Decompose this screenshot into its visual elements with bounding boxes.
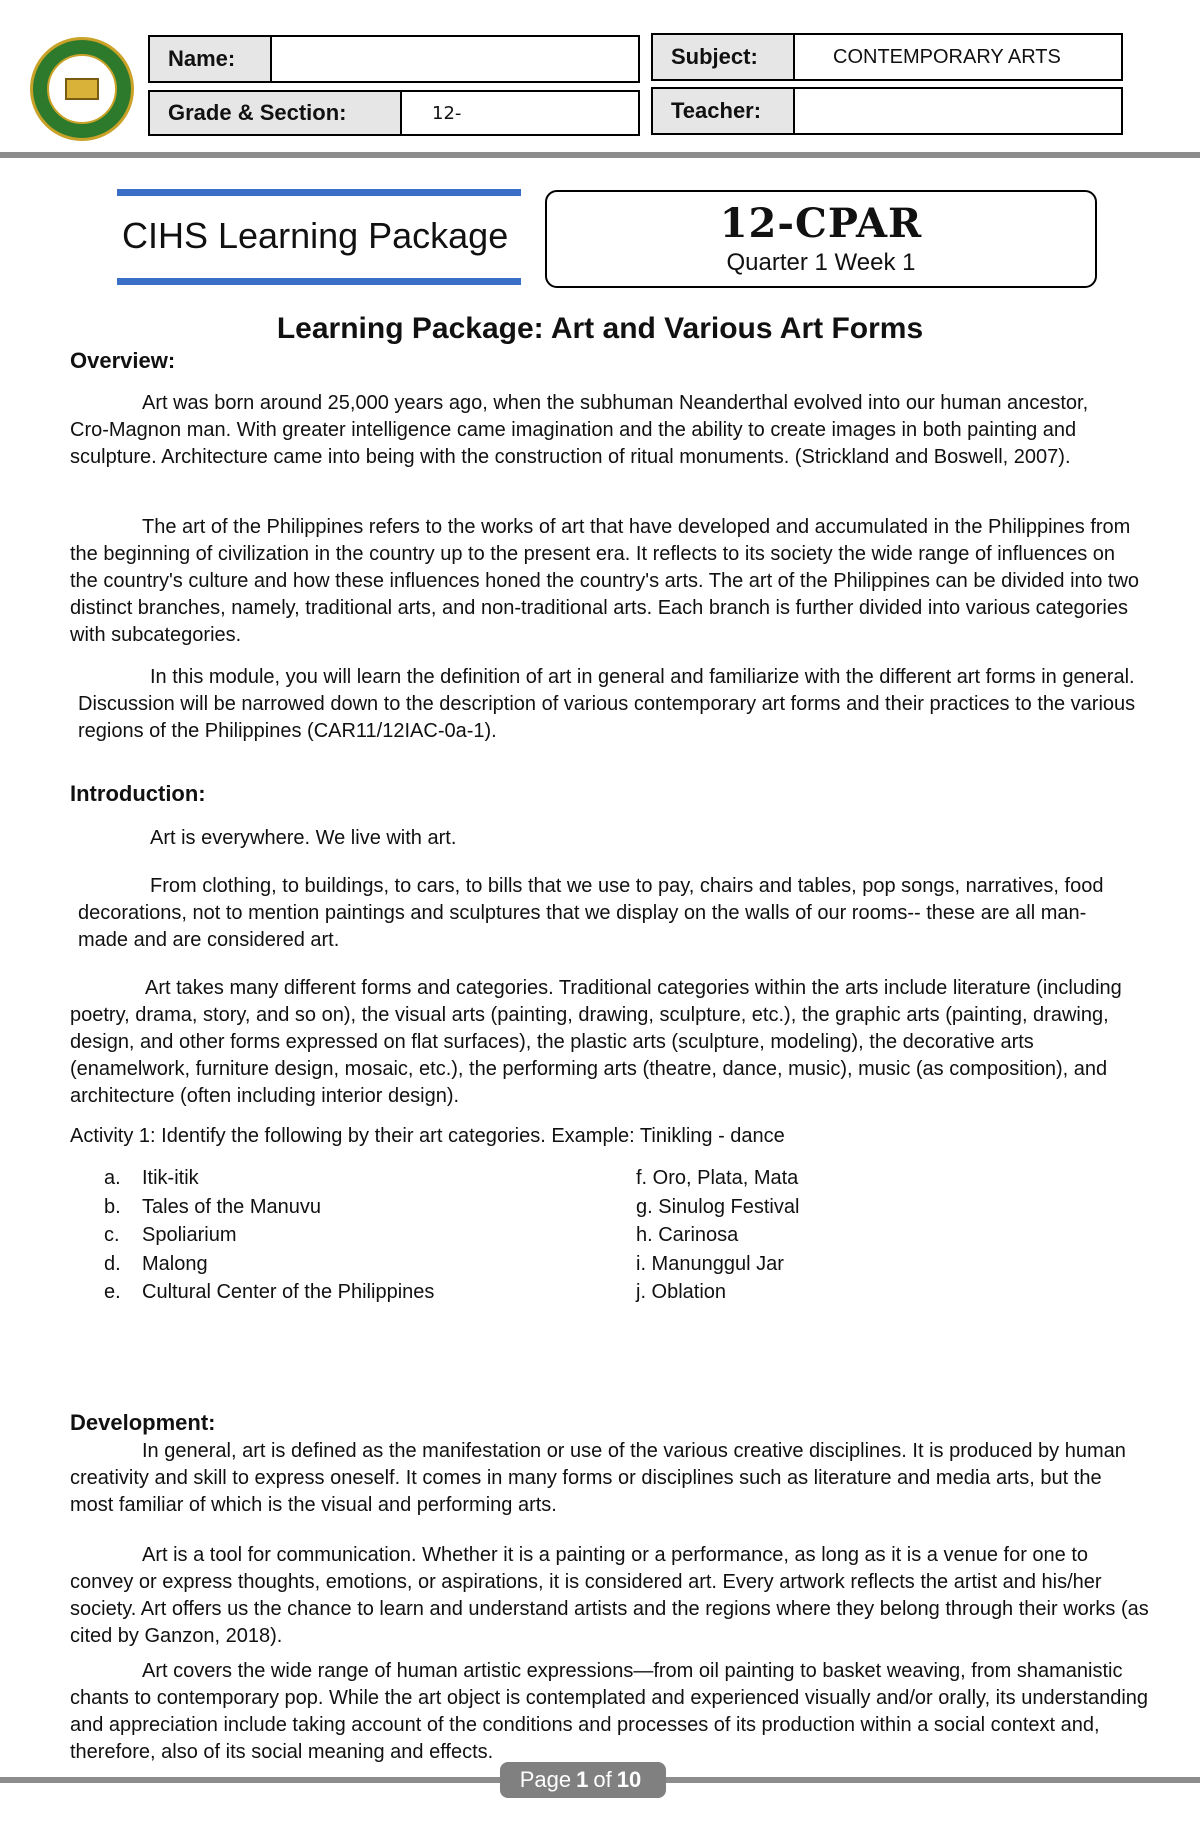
- subject-value[interactable]: CONTEMPORARY ARTS: [833, 45, 1061, 68]
- overview-paragraph-3: [78, 664, 1140, 745]
- list-marker: e.: [104, 1281, 121, 1303]
- list-marker: c.: [104, 1224, 120, 1246]
- list-item-text: Spoliarium: [142, 1224, 237, 1246]
- list-item: f. Oro, Plata, Mata: [636, 1167, 799, 1189]
- subject-label: Subject:: [653, 35, 795, 79]
- page-indicator: [500, 1762, 666, 1798]
- list-item: [104, 1193, 604, 1222]
- overview-heading: Overview:: [70, 348, 176, 373]
- page-current: 1: [576, 1767, 589, 1792]
- course-code: 12-CPAR: [719, 200, 923, 247]
- overview-paragraph-2: [70, 514, 1140, 649]
- course-code-box: [545, 190, 1097, 288]
- development-paragraph-1: [70, 1438, 1150, 1519]
- list-item: [104, 1250, 604, 1279]
- list-marker: a.: [104, 1167, 121, 1189]
- development-p1: In general, art is defined as the manifestation or use of the various creative disciplines. It is produced by human creativity and skill to express oneself. It comes in many forms or disciplines such as literature and media arts, but the most familiar of which is the visual and performing arts.: [70, 1440, 1126, 1516]
- banner-top-line: [117, 189, 521, 196]
- overview-paragraph-1: [70, 390, 1132, 471]
- introduction-heading: Introduction:: [70, 781, 206, 806]
- of-word: of: [593, 1767, 612, 1792]
- grade-section-value[interactable]: 12-: [432, 102, 462, 124]
- development-p3: Art covers the wide range of human artistic expressions—from oil painting to basket weaving, from shamanistic chants to contemporary pop. While the art object is contemplated and experienced visually and/or orally, its understanding and appreciation include taking account of the conditions and processes of its production within a social context and, therefore, also of its social meaning and effects.: [70, 1660, 1149, 1763]
- grade-section-label: Grade & Section:: [150, 92, 402, 134]
- grade-section-field: [148, 90, 640, 136]
- teacher-value[interactable]: [795, 89, 1121, 133]
- school-logo: [30, 37, 134, 141]
- list-item: i. Manunggul Jar: [636, 1252, 784, 1275]
- overview-p3: In this module, you will learn the definition of art in general and familiarize with the different art forms in general. Discussion will be narrowed down to the description of various contemporary art forms and their practices to the various regions of the Philippines (CAR11/12IAC-0a-1).: [78, 666, 1136, 742]
- activity-list-left: [104, 1164, 604, 1307]
- list-item: h. Carinosa: [636, 1224, 739, 1246]
- book-icon: [65, 78, 99, 100]
- intro-p1: Art is everywhere. We live with art.: [150, 827, 457, 849]
- development-paragraph-3: [70, 1658, 1150, 1766]
- activity-title: Activity 1: Identify the following by their art categories. Example: Tinikling - dance: [70, 1125, 785, 1147]
- list-item-text: Cultural Center of the Philippines: [142, 1281, 435, 1303]
- banner-bottom-line: [117, 278, 521, 285]
- overview-p1: Art was born around 25,000 years ago, when the subhuman Neanderthal evolved into our human ancestor, Cro-Magnon man. With greater intelligence came imagination and the ability to create images in both painting and sculpture. Architecture came into being with the construction of ritual monuments. (Strickland and Boswell, 2007).: [70, 392, 1089, 468]
- teacher-label: Teacher:: [653, 89, 795, 133]
- list-item: [104, 1221, 604, 1250]
- page-total: 10: [616, 1767, 642, 1792]
- list-item-text: Itik-itik: [142, 1167, 199, 1189]
- introduction-paragraph-3: [70, 975, 1150, 1110]
- page-word: Page: [519, 1767, 572, 1792]
- name-field: [148, 35, 640, 83]
- activity-list-right: [636, 1164, 1136, 1307]
- list-item: g. Sinulog Festival: [636, 1195, 800, 1218]
- list-marker: b.: [104, 1195, 121, 1218]
- header-divider: [0, 152, 1200, 158]
- list-item-text: Malong: [142, 1252, 208, 1275]
- introduction-paragraph-2: [78, 873, 1128, 954]
- list-item: [104, 1164, 604, 1193]
- overview-p2: The art of the Philippines refers to the works of art that have developed and accumulated in the Philippines from the beginning of civilization in the country up to the present era. It reflects to its society the wide range of influences on the country's culture and how these influences honed the country's arts. The art of the Philippines can be divided into two distinct branches, namely, traditional arts, and non-traditional arts. Each branch is further divided into various categories with subcategories.: [70, 516, 1140, 646]
- banner-title: CIHS Learning Package: [122, 215, 509, 256]
- intro-p2: From clothing, to buildings, to cars, to bills that we use to pay, chairs and tables, pop songs, narratives, food decorations, not to mention paintings and sculptures that we display on the walls of our rooms-- these are all man-made and are considered art.: [78, 875, 1104, 951]
- list-item: j. Oblation: [636, 1281, 727, 1303]
- logo-emblem: [47, 54, 117, 124]
- subject-field: [651, 33, 1123, 81]
- intro-p3: Art takes many different forms and categories. Traditional categories within the arts include literature (including poetry, drama, story, and so on), the visual arts (painting, drawing, sculpture, etc.), the graphic arts (painting, drawing, design, and other forms expressed on flat surfaces), the plastic arts (sculpture, modeling), the decorative arts (enamelwork, furniture design, mosaic, etc.), the performing arts (theatre, dance, music), music (as composition), and architecture (often including interior design).: [70, 977, 1122, 1107]
- development-paragraph-2: [70, 1542, 1150, 1650]
- list-marker: d.: [104, 1252, 121, 1275]
- teacher-field: [651, 87, 1123, 135]
- document-title: Learning Package: Art and Various Art Forms: [276, 312, 924, 345]
- development-heading: Development:: [70, 1410, 216, 1435]
- quarter-week: Quarter 1 Week 1: [726, 249, 916, 276]
- list-item: [104, 1278, 604, 1307]
- list-item-text: Tales of the Manuvu: [142, 1195, 321, 1218]
- development-p2: Art is a tool for communication. Whether it is a painting or a performance, as long as it is a venue for one to convey or express thoughts, emotions, or aspirations, it is considered art. Every artwork reflects the artist and his/her society. Art offers us the chance to learn and understand artists and the regions where they belong through their works (as cited by Ganzon, 2018).: [70, 1544, 1149, 1647]
- name-label: Name:: [150, 37, 272, 81]
- name-value[interactable]: [272, 37, 638, 81]
